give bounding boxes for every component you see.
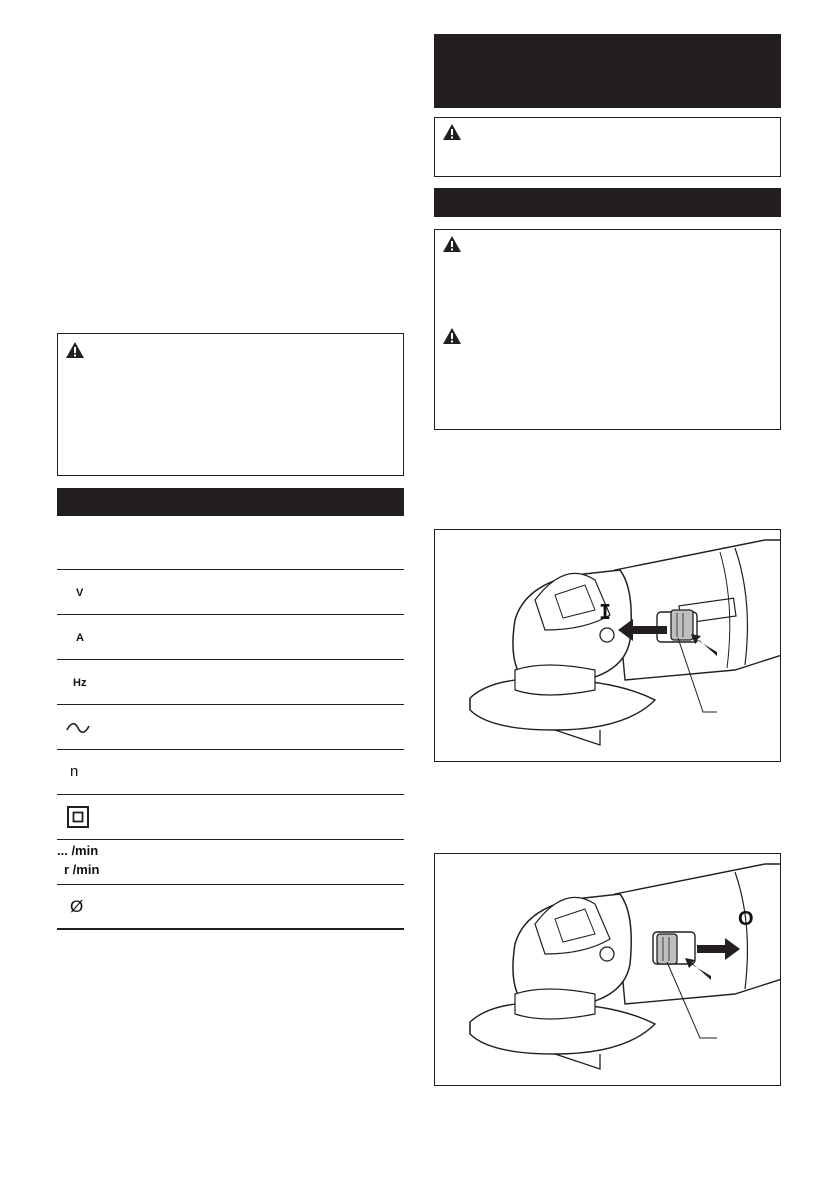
symbol-row-volt <box>57 569 404 614</box>
volt-symbol: V <box>76 587 84 599</box>
page-footer-strip <box>0 1186 840 1192</box>
warning-icon <box>442 123 462 141</box>
revolutions-symbol-line2: r /min <box>64 862 100 877</box>
symbol-row-class-ii <box>57 794 404 839</box>
hertz-symbol: Hz <box>73 677 87 689</box>
warning-icon <box>65 341 85 359</box>
warning-icon <box>442 235 462 253</box>
figure-switch-on <box>434 529 781 762</box>
switch-on-mark: I <box>599 600 612 624</box>
warning-box-left <box>57 333 404 476</box>
warning-icon <box>442 327 462 345</box>
symbol-row-no-load-speed <box>57 749 404 794</box>
symbol-table-bottom-rule <box>57 928 404 930</box>
class-ii-symbol <box>97 809 98 810</box>
class-ii-icon <box>67 806 89 828</box>
diameter-symbol: Ø <box>70 897 84 916</box>
section-bar-symbols <box>57 488 404 516</box>
grinder-illustration-off <box>435 854 781 1086</box>
warning-box-right-2 <box>434 229 781 430</box>
symbol-row-revolutions <box>57 839 404 884</box>
symbol-row-ampere <box>57 614 404 659</box>
alternating-current-icon <box>66 721 90 735</box>
switch-off-mark: O <box>738 908 754 930</box>
warning-box-right-1 <box>434 117 781 177</box>
symbol-row-diameter <box>57 884 404 929</box>
symbol-row-hertz <box>57 659 404 704</box>
section-bar-switch <box>434 188 781 217</box>
grinder-illustration-on <box>435 530 781 762</box>
revolutions-symbol-line1: ... /min <box>57 843 99 858</box>
no-load-speed-symbol: n <box>70 763 79 780</box>
section-header-large <box>434 34 781 108</box>
alternating-current-symbol <box>97 719 98 720</box>
figure-switch-off <box>434 853 781 1086</box>
symbol-row-ac <box>57 704 404 749</box>
ampere-symbol: A <box>76 632 84 644</box>
